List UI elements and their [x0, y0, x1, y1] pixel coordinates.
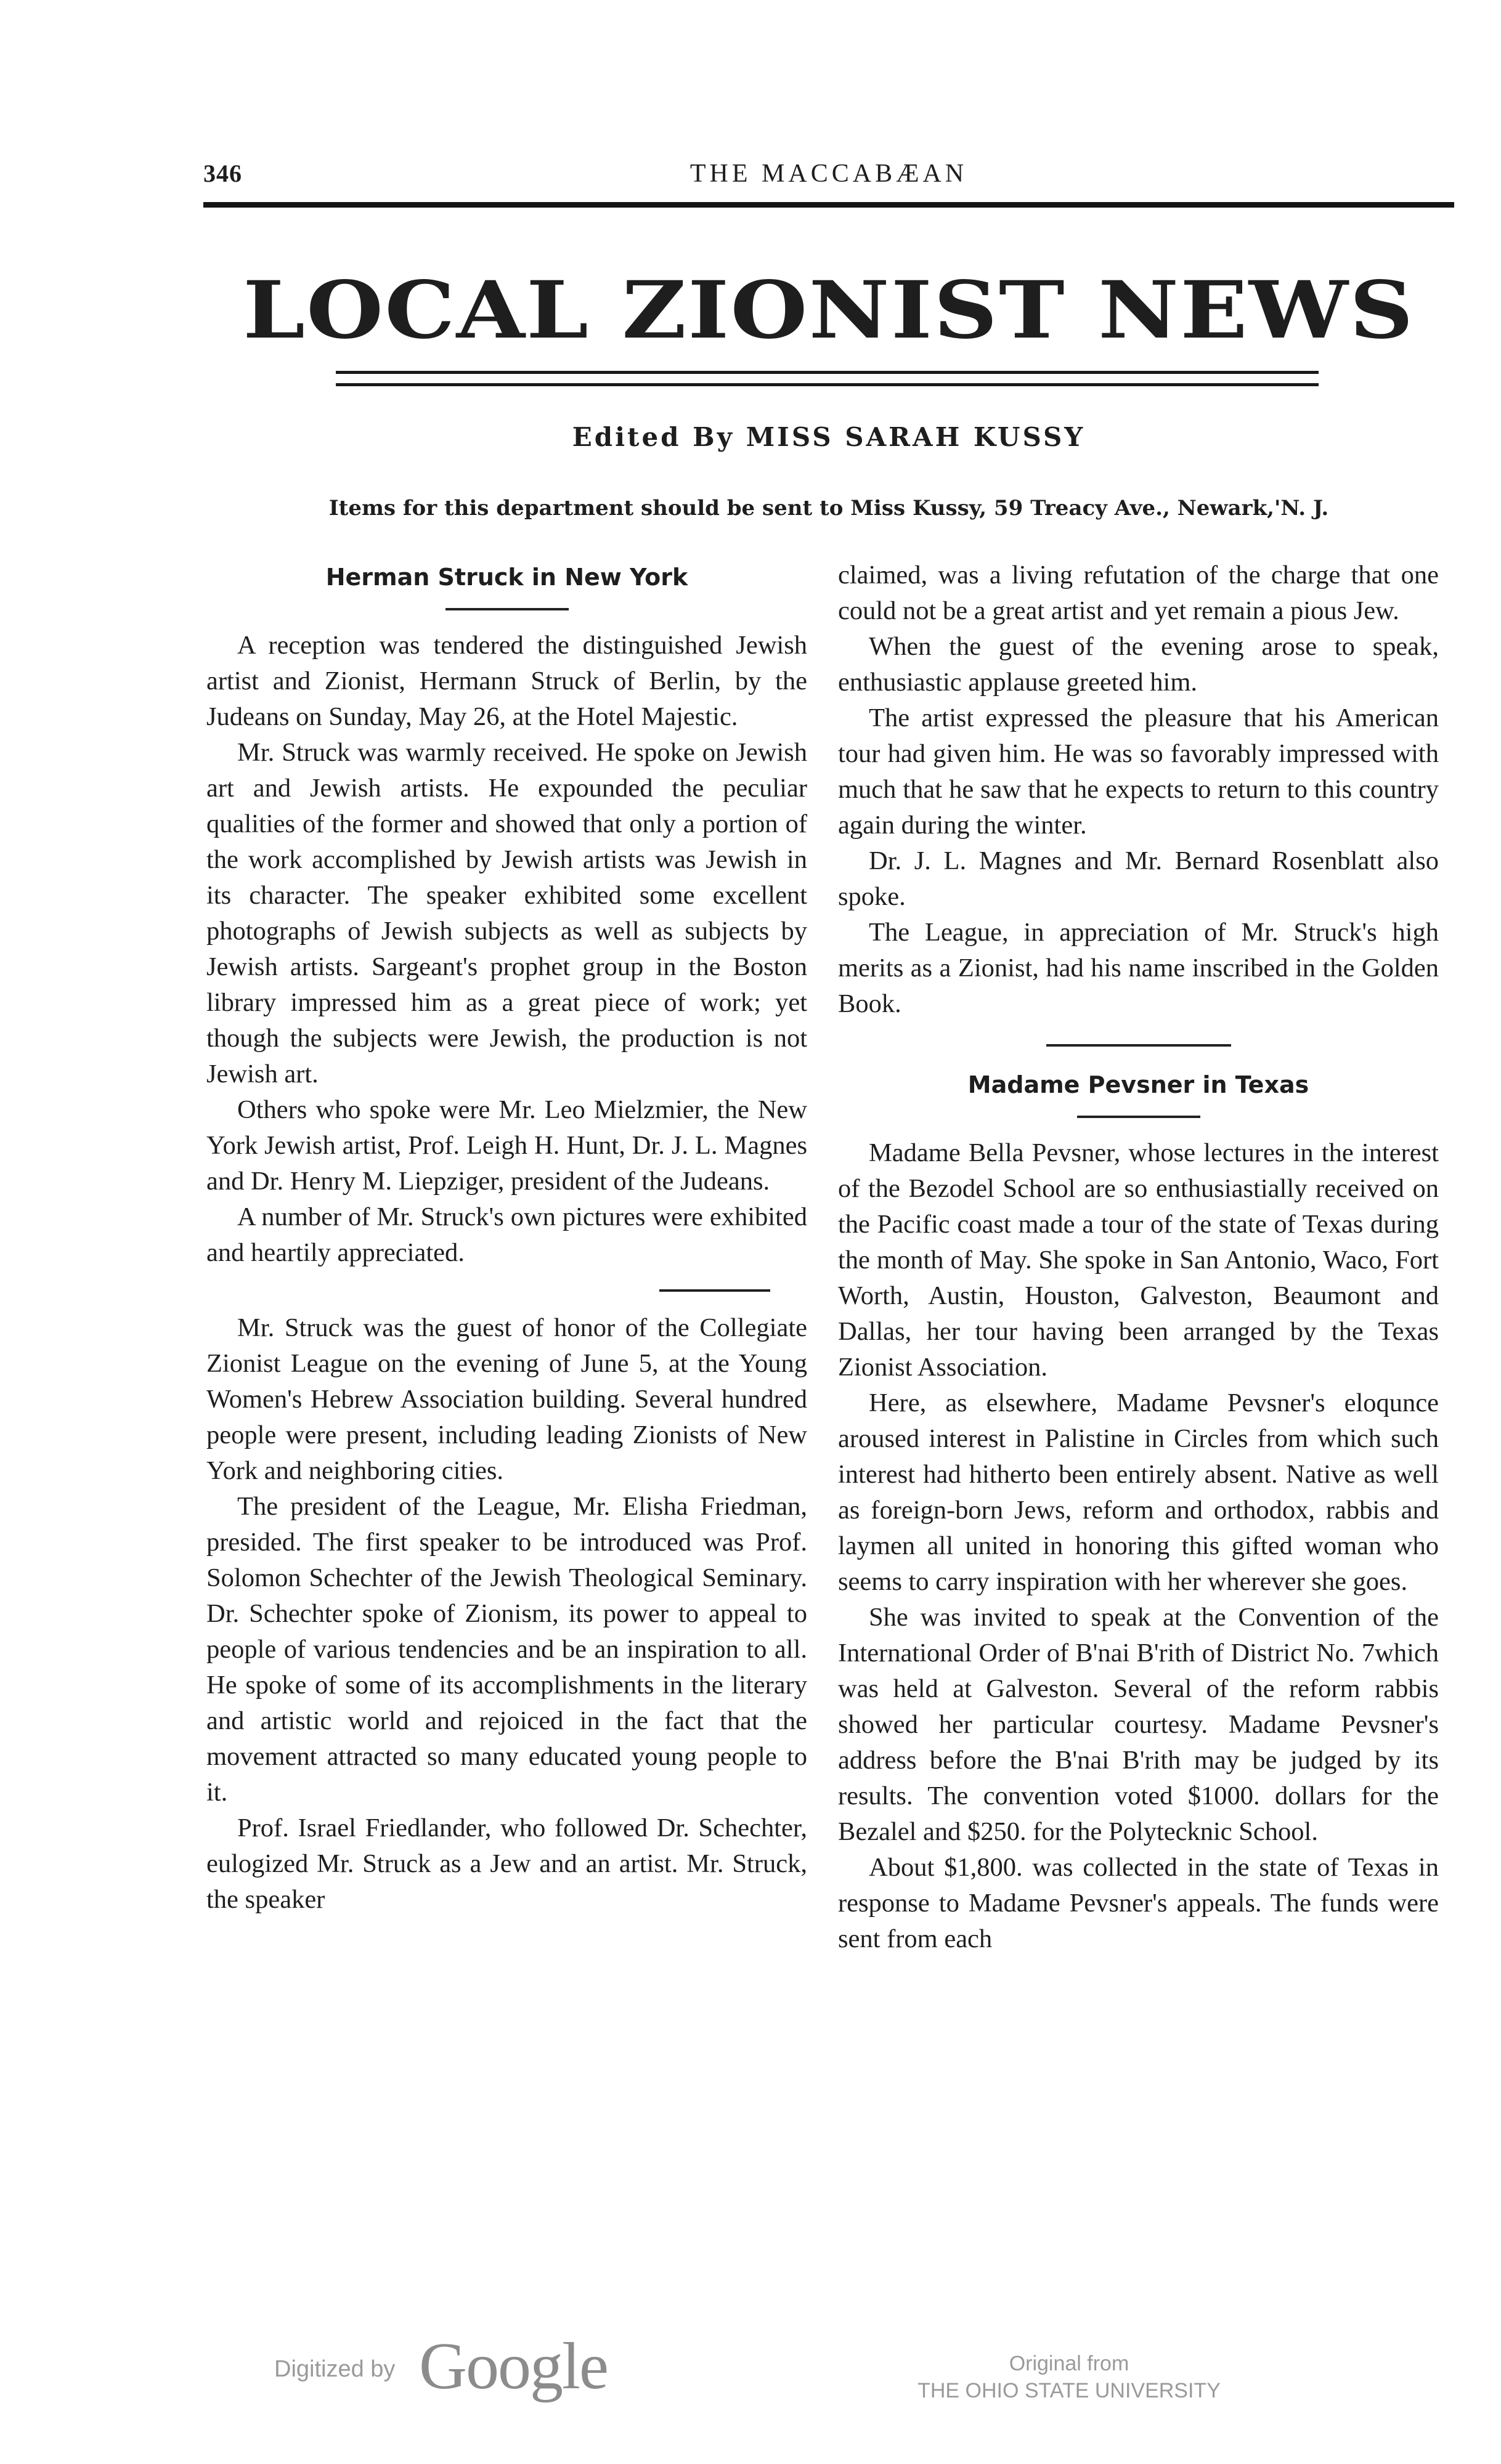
heading-rule	[1077, 1116, 1200, 1118]
university-name: THE OHIO STATE UNIVERSITY	[917, 2379, 1221, 2403]
submission-notice: Items for this department should be sent to Miss Kussy, 59 Treacy Ave., Newark,'N. J.	[328, 496, 1329, 521]
paragraph: Mr. Struck was warmly received. He spoke on Jewish art and Jewish artists. He expounded the peculiar qualities of the former and showed that only a portion of the work accomplished by Jewish artists was Jewish in its character. The speaker exhibited some excellent photographs of Jewish subjects as well as subjects by Jewish artists. Sargeant's prophet group in the Boston library impressed him as a great piece of work; yet though the subjects were Jewish, the production is not Jewish art.	[206, 738, 807, 1088]
right-column	[838, 557, 1439, 1957]
title-rule-bottom	[336, 383, 1319, 386]
article-heading-pevsner: Madame Pevsner in Texas	[967, 1071, 1309, 1098]
paragraph: The artist expressed the pleasure that his American tour had given him. He was so favorably impressed with much that he saw that he expects to return to this country again during the winter.	[838, 703, 1439, 840]
page-number: 346	[203, 160, 242, 187]
article-heading-struck: Herman Struck in New York	[325, 564, 688, 591]
section-title: LOCAL ZIONIST NEWS	[243, 264, 1415, 357]
paragraph: Here, as elsewhere, Madame Pevsner's eloqunce aroused interest in Palistine in Circles from which such interest had hitherto been entirely absent. Native as well as foreign-born Jews, reform and orthodox, rabbis and laymen all united in honoring this gifted woman who seems to carry inspiration with her wherever she goes.	[838, 1388, 1439, 1596]
google-logo: Google	[419, 2330, 608, 2403]
paragraph: Dr. J. L. Magnes and Mr. Bernard Rosenblatt also spoke.	[838, 846, 1439, 911]
paragraph: The president of the League, Mr. Elisha Friedman, presided. The first speaker to be introduced was Prof. Solomon Schechter of the Jewish Theological Seminary. Dr. Schechter spoke of Zionism, its power to appeal to people of various tendencies and be an inspiration to all. He spoke of some of its accomplishments in the literary and artistic world and rejoiced in the fact that the movement attracted so many educated young people to it.	[206, 1492, 807, 1807]
paragraph: A reception was tendered the distinguished Jewish artist and Zionist, Hermann Struck of Berlin, by the Judeans on Sunday, May 26, at the Hotel Majestic.	[206, 631, 807, 731]
running-head	[203, 159, 1454, 196]
source-attribution	[853, 2350, 1285, 2404]
paragraph: Others who spoke were Mr. Leo Mielzmier, the New York Jewish artist, Prof. Leigh H. Hunt, Dr. J. L. Magnes and Dr. Henry M. Liepziger, president of the Judeans.	[206, 1095, 807, 1196]
left-column	[206, 557, 807, 1918]
journal-title: THE MACCABÆAN	[689, 160, 968, 188]
paragraph: Madame Bella Pevsner, whose lectures in the interest of the Bezodel School are so enthusiastially received on the Pacific coast made a tour of the state of Texas during the month of May. She spoke in San Antonio, Waco, Fort Worth, Austin, Houston, Galveston, Beaumont and Dallas, her tour having been arranged by the Texas Zionist Association.	[838, 1138, 1439, 1382]
paragraph: A number of Mr. Struck's own pictures were exhibited and heartily appreciated.	[206, 1202, 807, 1267]
heading-rule	[445, 608, 569, 610]
paragraph: She was invited to speak at the Convention of the International Order of B'nai B'rith of District No. 7which was held at Galveston. Several of the reform rabbis showed her particular courtesy. Madame Pevsner's address before the B'nai B'rith may be judged by its results. The convention voted $1000. dollars for the Bezalel and $250. for the Polytecknic School.	[838, 1603, 1439, 1846]
paragraph: About $1,800. was collected in the state of Texas in response to Madame Pevsner's appeals. The funds were sent from each	[838, 1853, 1439, 1953]
paragraph: Mr. Struck was the guest of honor of the Collegiate Zionist League on the evening of June 5, at the Young Women's Hebrew Association building. Several hundred people were present, including leading Zionists of New York and neighboring cities.	[206, 1313, 807, 1485]
original-from-label: Original from	[1009, 2352, 1129, 2375]
paragraph: The League, in appreciation of Mr. Struck's high merits as a Zionist, had his name inscribed in the Golden Book.	[838, 918, 1439, 1018]
digitized-by-label: Digitized by	[274, 2356, 396, 2382]
paragraph: When the guest of the evening arose to speak, enthusiastic applause greeted him.	[838, 632, 1439, 697]
paragraph-continuation: claimed, was a living refutation of the charge that one could not be a great artist and yet remain a pious Jew.	[838, 561, 1439, 625]
section-divider	[659, 1289, 770, 1292]
editor-byline: Edited By MISS SARAH KUSSY	[572, 422, 1086, 452]
header-rule	[203, 202, 1454, 208]
title-rule-top	[336, 371, 1319, 374]
paragraph: Prof. Israel Friedlander, who followed Dr. Schechter, eulogized Mr. Struck as a Jew and an artist. Mr. Struck, the speaker	[206, 1814, 807, 1914]
section-divider	[1046, 1044, 1231, 1047]
